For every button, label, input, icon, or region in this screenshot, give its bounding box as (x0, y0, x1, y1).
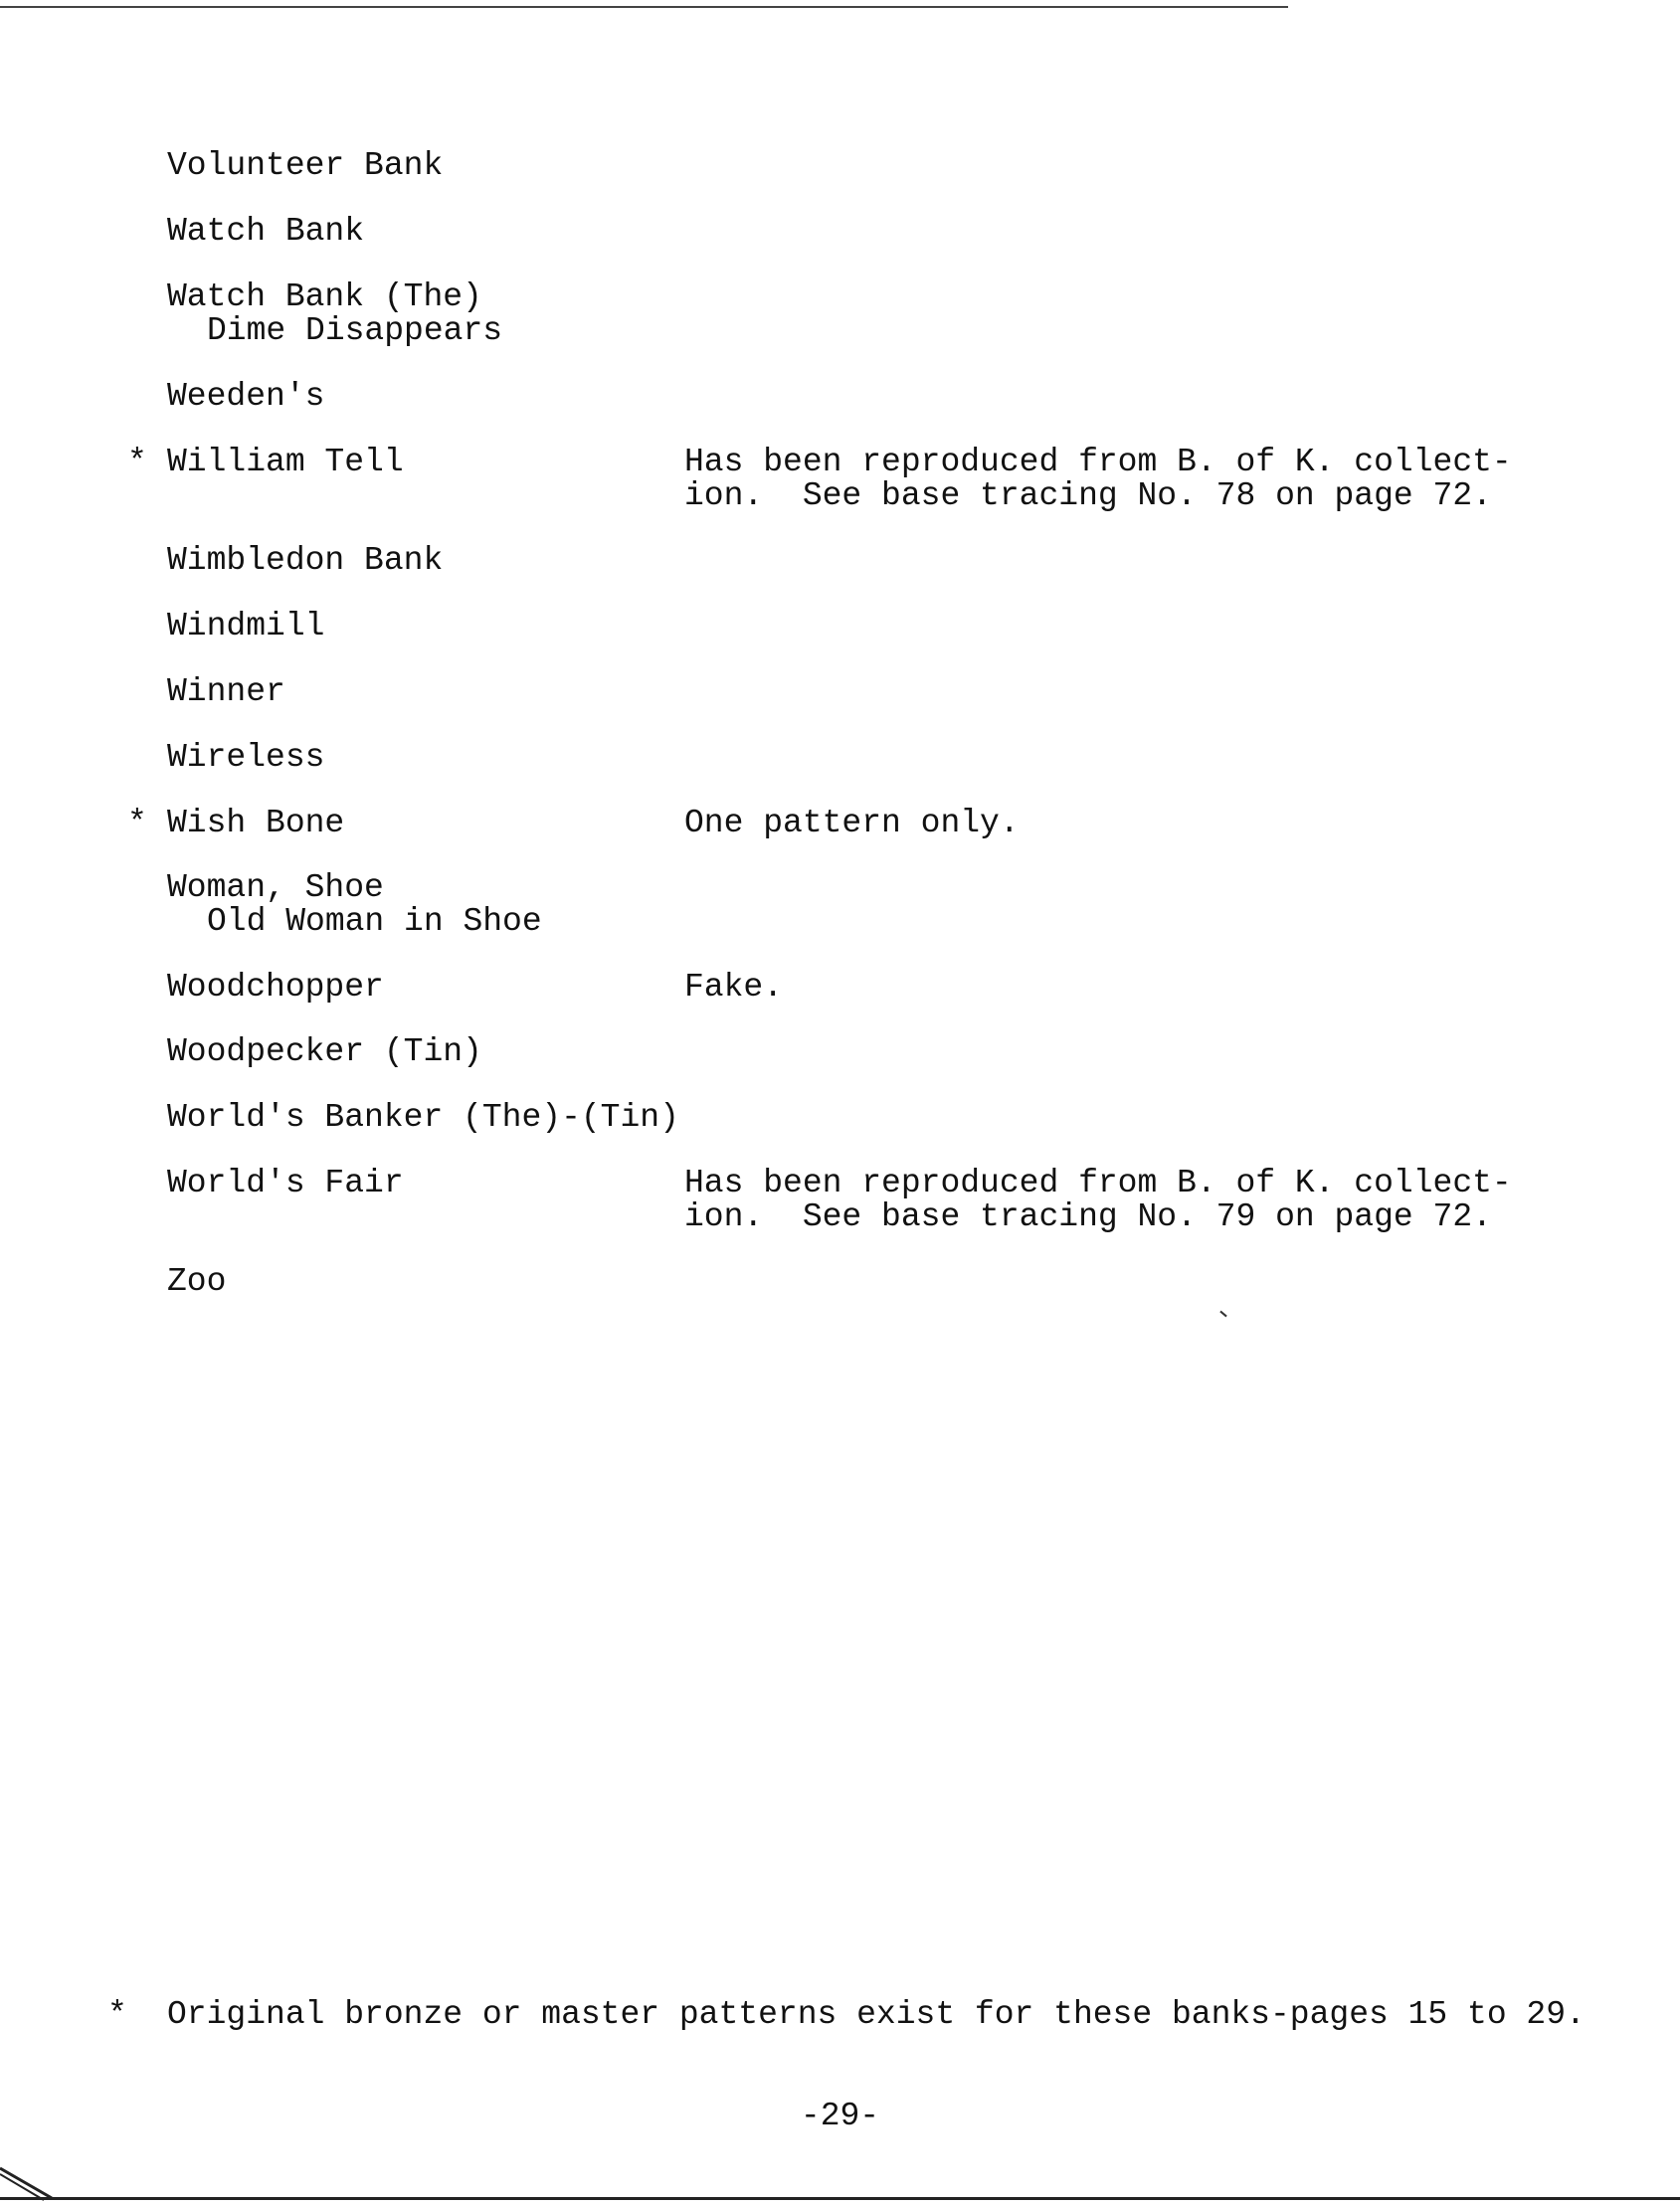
note-line: Fake. (684, 969, 784, 1006)
note-line: Has been reproduced from B. of K. collect- (684, 1165, 1512, 1201)
bank-name: Windmill (167, 608, 325, 644)
bank-name: Woodpecker (Tin) (167, 1033, 482, 1070)
bank-note (684, 807, 1020, 840)
bank-name: Woodchopper (167, 969, 384, 1006)
note-line: ion. See base tracing No. 79 on page 72. (684, 1198, 1492, 1235)
bank-note (684, 446, 1512, 513)
bank-name: William Tell (167, 444, 404, 480)
bank-subtitle: Dime Disappears (207, 312, 503, 349)
bank-name: Watch Bank (The) (167, 278, 482, 315)
note-line: ion. See base tracing No. 78 on page 72. (684, 477, 1492, 514)
bank-name: Wimbledon Bank (167, 542, 444, 579)
bank-name: Volunteer Bank (167, 147, 444, 184)
bottom-edge-rule (0, 2197, 1680, 2200)
note-line: One pattern only. (684, 805, 1020, 841)
bank-name: Zoo (167, 1263, 227, 1300)
page-number: -29- (800, 2098, 880, 2134)
note-line: Has been reproduced from B. of K. collect- (684, 444, 1512, 480)
bank-name: Watch Bank (167, 213, 365, 250)
asterisk-marker: * (127, 805, 147, 841)
bank-name: Woman, Shoe (167, 869, 384, 906)
bank-subtitle: Old Woman in Shoe (207, 903, 542, 940)
bank-name: World's Banker (The)-(Tin) (167, 1099, 679, 1136)
bank-name: Winner (167, 673, 285, 710)
bank-name: Weeden's (167, 378, 325, 415)
footnote-marker: * (107, 1996, 127, 2033)
top-edge-rule (0, 6, 1288, 8)
asterisk-marker: * (127, 444, 147, 480)
bank-note (684, 971, 783, 1005)
stray-mark (1219, 1311, 1226, 1318)
bank-note (684, 1167, 1512, 1234)
footnote-text: Original bronze or master patterns exist for these banks-pages 15 to 29. (167, 1996, 1586, 2033)
bank-name: Wireless (167, 739, 325, 776)
bank-name: Wish Bone (167, 805, 345, 841)
bank-name: World's Fair (167, 1165, 404, 1201)
